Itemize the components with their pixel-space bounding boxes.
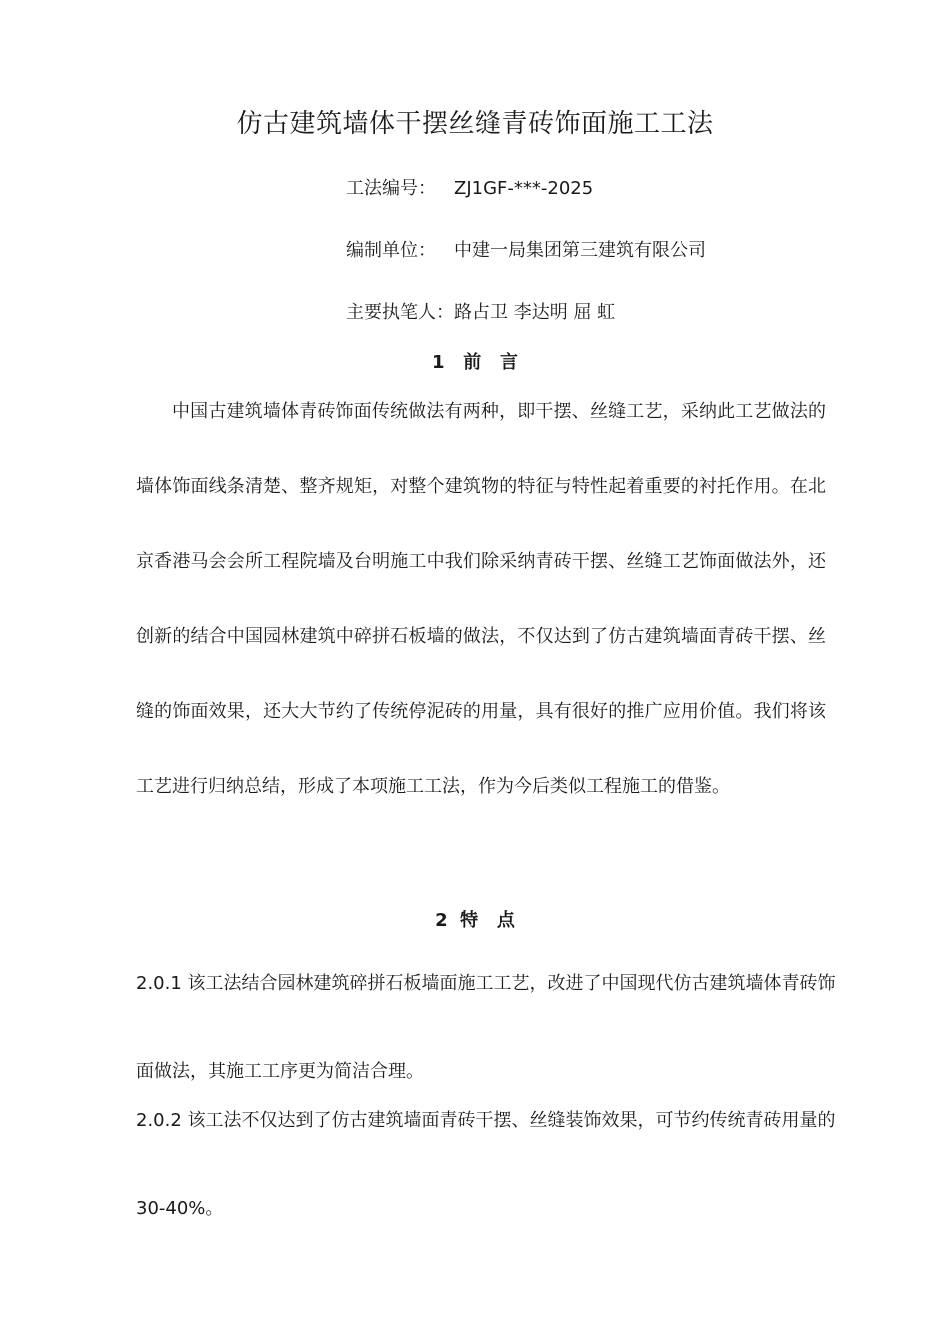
section-heading-preface: 1 前 言: [431, 352, 519, 373]
document-title: 仿古建筑墙体干摆丝缝青砖饰面施工工法: [236, 109, 714, 139]
compiling-unit-label: 编制单位：: [346, 240, 436, 261]
section-heading-features: 2 特 点: [435, 910, 515, 931]
authors-label: 主要执笔人：: [346, 302, 454, 323]
preface-paragraph: 中国古建筑墙体青砖饰面传统做法有两种，即干摆、丝缝工艺，采纳此工艺做法的墙体饰面线条清楚、整齐规矩，对整个建筑物的特征与特性起着重要的衬托作用。在北京香港马会会所工程院墙及台明施工中我们除采纳青砖干摆、丝缝工艺饰面做法外，还创新的结合中国园林建筑中碎拼石板墙的做法，不仅达到了仿古建筑墙面青砖干摆、丝缝的饰面效果，还大大节约了传统停泥砖的用量，具有很好的推广应用价值。我们将该工艺进行归纳总结，形成了本项施工工法，作为今后类似工程施工的借鉴。: [136, 401, 826, 797]
authors-line: [346, 299, 615, 327]
method-code-label: 工法编号：: [346, 178, 436, 199]
authors-value: 路占卫 李达明 屈 虹: [454, 302, 616, 323]
compiling-unit-value: 中建一局集团第三建筑有限公司: [454, 240, 706, 261]
feature-item-2-0-2: 2.0.2 该工法不仅达到了仿古建筑墙面青砖干摆、丝缝装饰效果，可节约传统青砖用量的 30-40%。: [136, 1110, 836, 1219]
compiling-unit-line: [346, 237, 706, 265]
method-code-line: [346, 175, 593, 203]
method-code-value: ZJ1GF-***-2025: [454, 178, 594, 199]
feature-item-2-0-1: 2.0.1 该工法结合园林建筑碎拼石板墙面施工工艺，改进了中国现代仿古建筑墙体青砖饰面做法，其施工工序更为简洁合理。: [136, 973, 836, 1082]
